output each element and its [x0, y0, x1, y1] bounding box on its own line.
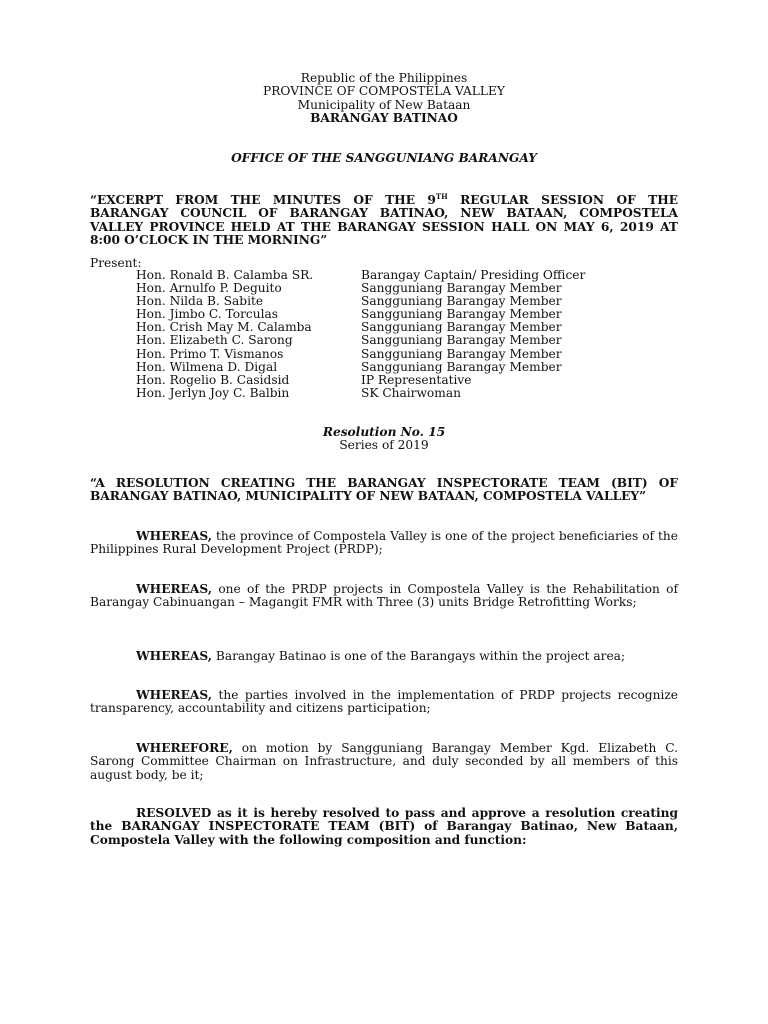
member-name: Hon. Crish May M. Calamba	[136, 320, 312, 335]
resolution-title: “A RESOLUTION CREATING THE BARANGAY INSPECTORATE TEAM (BIT) OF BARANGAY BATINAO, MUNICIPALITY OF NEW BATAAN, COMPOSTELA VALLEY”	[90, 476, 678, 504]
excerpt-heading	[90, 190, 678, 248]
member-position: IP Representative	[361, 372, 472, 387]
excerpt-part1: “EXCERPT FROM THE MINUTES OF THE 9	[90, 193, 436, 208]
whereas-paragraph	[90, 583, 678, 610]
member-position: Sangguniang Barangay Member	[361, 333, 562, 348]
member-position: SK Chairwoman	[361, 385, 461, 400]
member-position: Sangguniang Barangay Member	[361, 281, 562, 296]
paragraph-lead: WHEREAS,	[136, 688, 212, 702]
paragraph-text: the province of Compostela Valley is one of the project beneficiaries of the Philippines Rural Development Project (PRDP);	[90, 529, 678, 557]
member-name: Hon. Primo T. Vismanos	[136, 346, 284, 361]
member-name: Hon. Elizabeth C. Sarong	[136, 333, 293, 348]
paragraph-text: one of the PRDP projects in Compostela Valley is the Rehabilitation of Barangay Cabinuangan – Magangit FMR with Three (3) units Bridge Retrofitting Works;	[90, 582, 678, 610]
member-row	[136, 374, 585, 387]
province-line: PROVINCE OF COMPOSTELA VALLEY	[263, 84, 505, 99]
member-position: Sangguniang Barangay Member	[361, 320, 562, 335]
member-row	[136, 348, 585, 361]
member-row	[136, 387, 585, 400]
member-name: Hon. Rogelio B. Casidsid	[136, 372, 290, 387]
country-line: Republic of the Philippines	[300, 71, 468, 85]
municipality-line: Municipality of New Bataan	[297, 97, 471, 112]
letterhead	[0, 72, 768, 126]
member-row	[136, 361, 585, 374]
whereas-paragraph	[90, 689, 678, 716]
member-name: Hon. Jimbo C. Torculas	[136, 307, 278, 322]
member-name: Hon. Wilmena D. Digal	[136, 359, 278, 374]
excerpt-superscript: TH	[435, 192, 448, 201]
whereas-paragraph	[90, 530, 678, 557]
paragraph-lead: WHEREAS,	[136, 582, 212, 596]
present-label: Present:	[90, 256, 142, 270]
whereas-paragraph	[90, 650, 678, 663]
resolution-series: Series of 2019	[339, 438, 429, 453]
excerpt-part2: REGULAR SESSION OF THE BARANGAY COUNCIL OF BARANGAY BATINAO, NEW BATAAN, COMPOSTELA VALLEY PROVINCE HELD AT THE BARANGAY SESSION HALL ON MAY 6, 2019 AT 8:00 O’CLOCK IN THE MORNING”	[90, 193, 679, 248]
member-row	[136, 334, 585, 347]
member-position: Barangay Captain/ Presiding Officer	[361, 268, 586, 282]
resolution-number: Resolution No. 15	[322, 425, 446, 439]
member-name: Hon. Nilda B. Sabite	[136, 294, 264, 309]
paragraph-lead: WHEREAS,	[136, 529, 212, 543]
resolved-paragraph: RESOLVED as it is hereby resolved to pass and approve a resolution creating the BARANGAY INSPECTORATE TEAM (BIT) of Barangay Batinao, New Bataan, Compostela Valley with the following composition and function:	[90, 806, 678, 847]
wherefore-paragraph	[90, 742, 678, 782]
paragraph-text: on motion by Sangguniang Barangay Member Kgd. Elizabeth C. Sarong Committee Chairman on Infrastructure, and duly seconded by all members of this august body, be it;	[90, 741, 678, 782]
paragraph-text: Barangay Batinao is one of the Barangays within the project area;	[211, 649, 626, 663]
member-name: Hon. Ronald B. Calamba SR.	[136, 268, 314, 282]
member-position: Sangguniang Barangay Member	[361, 359, 562, 374]
resolution-number-block	[0, 426, 768, 453]
member-position: Sangguniang Barangay Member	[361, 307, 562, 322]
members-list	[136, 269, 585, 400]
member-name: Hon. Jerlyn Joy C. Balbin	[136, 385, 290, 400]
paragraph-lead: WHEREFORE,	[136, 741, 233, 755]
barangay-line: BARANGAY BATINAO	[310, 111, 458, 126]
paragraph-lead: WHEREAS,	[136, 649, 212, 663]
office-title: OFFICE OF THE SANGGUNIANG BARANGAY	[231, 151, 537, 165]
member-name: Hon. Arnulfo P. Deguito	[136, 281, 282, 296]
member-position: Sangguniang Barangay Member	[361, 294, 562, 309]
paragraph-text: the parties involved in the implementation of PRDP projects recognize transparency, accountability and citizens participation;	[90, 688, 678, 716]
member-position: Sangguniang Barangay Member	[361, 346, 562, 361]
